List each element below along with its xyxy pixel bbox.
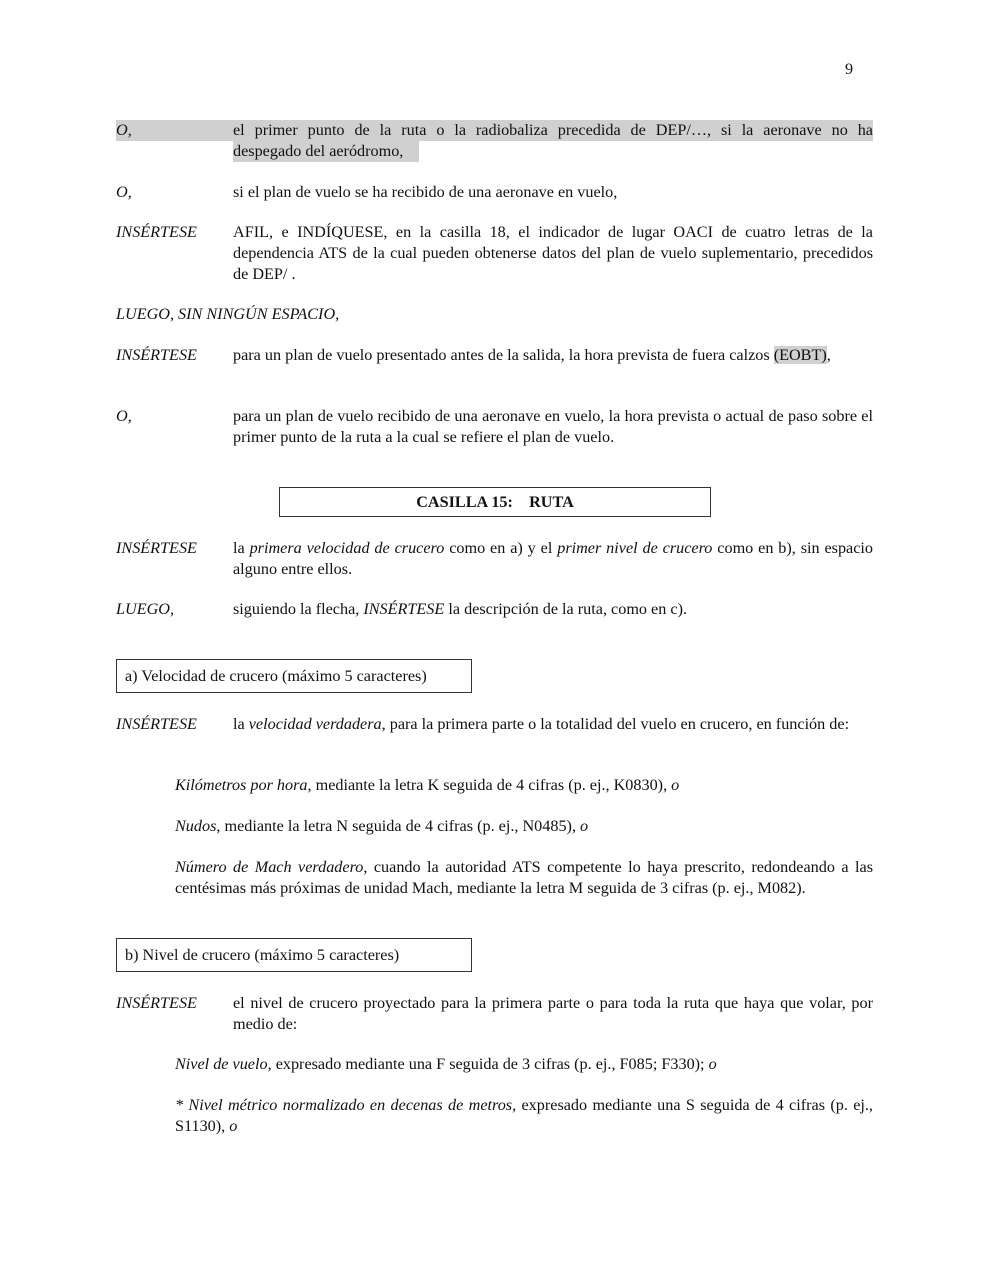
item2-text: , mediante la letra N seguida de 4 cifras (p. ej., N0485),	[216, 817, 581, 835]
row9-p1: la	[233, 715, 249, 733]
row5-main: para un plan de vuelo presentado antes de la salida, la hora prevista de fuera calzos	[233, 346, 770, 364]
item4-text: , expresado mediante una F seguida de 3 cifras (p. ej., F085; F330);	[267, 1055, 709, 1073]
item5-or: o	[229, 1117, 238, 1135]
row5-text	[233, 345, 873, 366]
row9-p2: , para la primera parte o la totalidad del vuelo en crucero, en función de:	[381, 715, 850, 733]
row6-label: O,	[116, 407, 132, 425]
item4-or: o	[708, 1055, 717, 1073]
row5-tail: ,	[826, 346, 831, 364]
page-number: 9	[845, 60, 854, 78]
row9-i1: velocidad verdadera	[248, 715, 382, 733]
row7-p1: la	[233, 539, 250, 557]
subsection-a-box	[116, 659, 472, 693]
item3-text: , cuando la autoridad ATS competente lo haya prescrito, redondeando a las centésimas más próximas de unidad Mach, mediante la letra M seguida de 3 cifras (p. ej., M082).	[175, 858, 873, 897]
row1-text	[233, 120, 873, 141]
row1-line1: el primer punto de la ruta o la radiobaliza precedida de DEP/…, si la aeronave no ha	[233, 121, 873, 139]
item2-or: o	[580, 817, 589, 835]
row7-p2: como en a) y el	[444, 539, 558, 557]
row5-highlight: (EOBT)	[773, 346, 827, 364]
row1-text-line2: despegado del aeródromo,	[233, 142, 404, 160]
row9-label: INSÉRTESE	[116, 715, 197, 733]
row2-label: O,	[116, 183, 132, 201]
row7-i2: primer nivel de crucero	[557, 539, 713, 557]
item-mach	[175, 857, 873, 899]
row3-label: INSÉRTESE	[116, 223, 197, 241]
subsection-b-box	[116, 938, 472, 972]
row1-label: O,	[116, 121, 132, 139]
item1-italic: Kilómetros por hora	[175, 776, 308, 794]
item5-text: , expresado mediante una S seguida de 4 cifras (p. ej., S1130),	[175, 1096, 873, 1135]
row9-text	[233, 714, 873, 735]
row2-text: si el plan de vuelo se ha recibido de una aeronave en vuelo,	[233, 183, 618, 201]
item-metric-level	[175, 1095, 873, 1137]
row8-label: LUEGO,	[116, 600, 175, 618]
row8-p2: la descripción de la ruta, como en c).	[444, 600, 688, 618]
row5-label: INSÉRTESE	[116, 346, 197, 364]
row7-p3: como en b), sin espacio alguno entre ellos.	[233, 539, 874, 578]
item2-italic: Nudos	[175, 817, 217, 835]
subsection-b-title: b) Nivel de crucero (máximo 5 caracteres)	[125, 946, 400, 964]
item5-italic: * Nivel métrico normalizado en decenas de metros	[175, 1096, 513, 1114]
row3-text: AFIL, e INDÍQUESE, en la casilla 18, el indicador de lugar OACI de cuatro letras de la dependencia ATS de la cual pueden obtenerse datos del plan de vuelo suplementario, precedidos de DEP/ .	[233, 223, 873, 283]
section-heading: CASILLA 15: RUTA	[416, 493, 574, 511]
row4-label: LUEGO, SIN NINGÚN ESPACIO,	[116, 305, 340, 323]
row8-p1: siguiendo la flecha,	[233, 600, 364, 618]
item-flight-level	[175, 1054, 873, 1075]
item4-italic: Nivel de vuelo	[175, 1055, 268, 1073]
subsection-a-title: a) Velocidad de crucero (máximo 5 caracteres)	[125, 667, 427, 685]
row7-text	[233, 538, 873, 580]
item3-italic: Número de Mach verdadero	[175, 858, 364, 876]
row7-i1: primera velocidad de crucero	[249, 539, 445, 557]
section-heading-box	[279, 487, 711, 517]
row10-label: INSÉRTESE	[116, 994, 197, 1012]
item-knots	[175, 816, 873, 837]
row6-text: para un plan de vuelo recibido de una aeronave en vuelo, la hora prevista o actual de paso sobre el primer punto de la ruta a la cual se refiere el plan de vuelo.	[233, 407, 873, 446]
item1-text: , mediante la letra K seguida de 4 cifras (p. ej., K0830),	[307, 776, 672, 794]
item-kmh	[175, 775, 873, 796]
row7-label: INSÉRTESE	[116, 539, 197, 557]
row10-text: el nivel de crucero proyectado para la primera parte o para toda la ruta que haya que volar, por medio de:	[233, 994, 873, 1033]
row8-i1: INSÉRTESE	[363, 600, 445, 618]
row8-text	[233, 599, 873, 620]
item1-or: o	[671, 776, 680, 794]
